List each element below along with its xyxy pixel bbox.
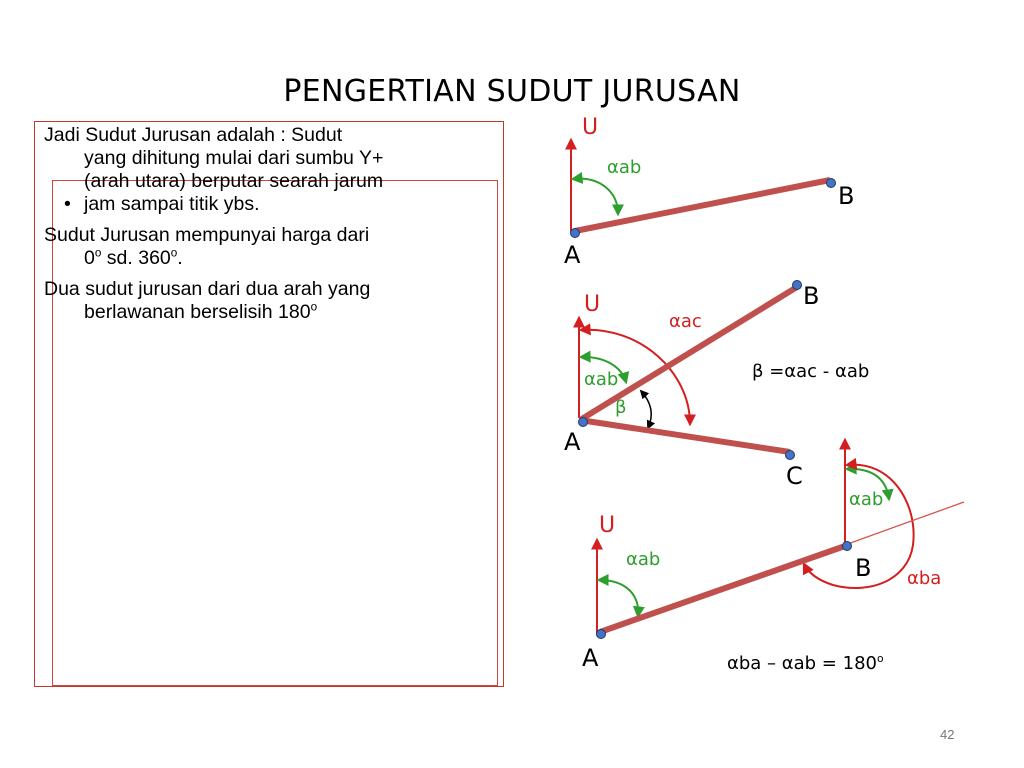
point-b	[793, 281, 802, 290]
text-fragment: jam sampai titik ybs.	[84, 193, 260, 215]
angle-ab-label: αab	[626, 549, 661, 570]
angle-arc-ab	[573, 179, 618, 214]
text-fragment: 0	[84, 247, 95, 269]
formula-text: αba – αab = 180	[727, 653, 877, 674]
text-line: Jadi Sudut Jurusan adalah : Sudut	[44, 124, 343, 146]
point-c	[786, 451, 795, 460]
point-a	[571, 229, 580, 238]
line-ab	[580, 287, 797, 420]
slide-title: PENGERTIAN SUDUT JURUSAN	[283, 74, 741, 109]
text-line: Dua sudut jurusan dari dua arah yang	[44, 278, 371, 300]
angle-ab-label: αab	[584, 369, 619, 390]
line-ab	[575, 180, 830, 231]
text-line: (arah utara) berputar searah jarum	[84, 170, 384, 192]
point-a	[597, 630, 606, 639]
point-b-label: B	[838, 182, 855, 210]
point-c-label: C	[786, 462, 803, 490]
point-a-label: A	[564, 241, 581, 269]
figure-3	[597, 440, 965, 639]
angle-ab-label-b: αab	[849, 489, 884, 510]
degree-superscript: o	[876, 652, 884, 665]
degree-superscript: o	[94, 246, 102, 260]
north-label: U	[582, 115, 599, 140]
degree-superscript: o	[310, 300, 318, 314]
point-b	[827, 179, 836, 188]
angle-ac-label: αac	[669, 311, 702, 332]
text-fragment: sd. 360	[101, 247, 171, 269]
angle-arc-ab	[599, 580, 638, 616]
text-line: Sudut Jurusan mempunyai harga dari	[44, 224, 370, 246]
figure-1	[571, 140, 836, 238]
line-ac	[580, 420, 790, 452]
point-a-label: A	[564, 428, 581, 456]
angle-ba-label: αba	[907, 568, 942, 589]
north-label: U	[599, 513, 616, 538]
point-b-label: B	[803, 282, 820, 310]
point-b-label: B	[855, 554, 872, 582]
text-line: yang dihitung mulai dari sumbu Y+	[84, 147, 384, 169]
beta-label: β	[615, 397, 627, 418]
opposite-formula	[727, 652, 884, 674]
bullet-icon: •	[64, 193, 71, 215]
degree-superscript: o	[170, 246, 178, 260]
angle-arc-beta	[641, 391, 651, 428]
north-label: U	[584, 292, 601, 317]
page-number: 42	[940, 727, 955, 742]
text-fragment: .	[177, 247, 183, 269]
text-fragment: berlawanan berselisih 180	[84, 301, 311, 323]
point-a	[579, 418, 588, 427]
point-a-label: A	[582, 644, 599, 672]
point-b	[843, 542, 852, 551]
angle-ab-label: αab	[607, 157, 642, 178]
beta-formula: β =αac - αab	[752, 361, 870, 382]
